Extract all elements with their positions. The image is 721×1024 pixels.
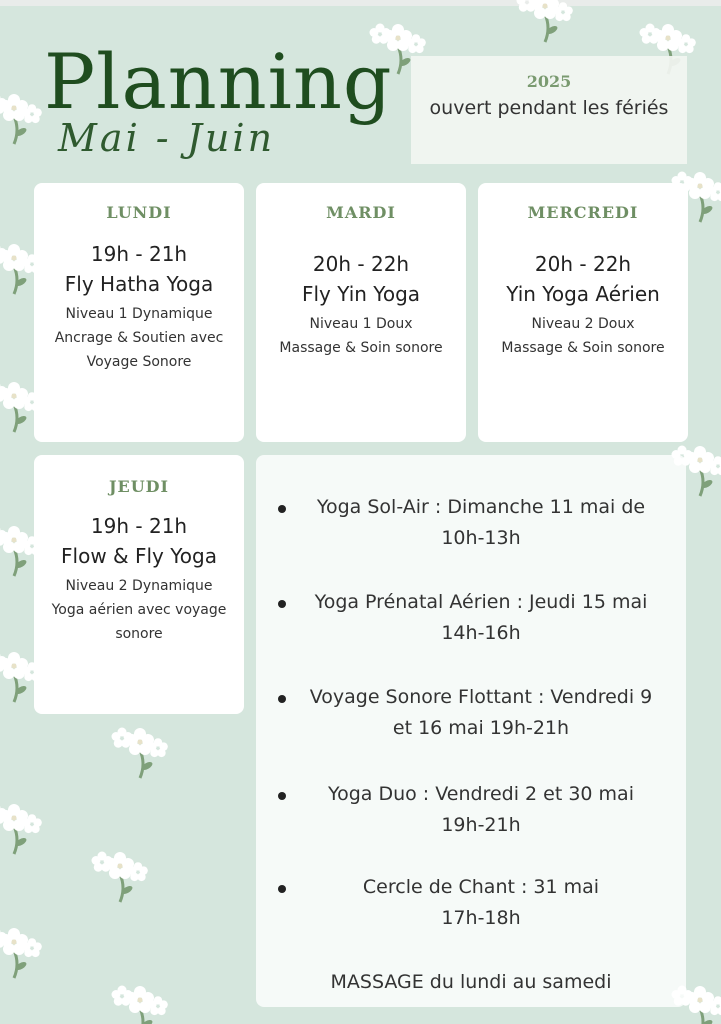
class-detail: Voyage Sonore — [86, 354, 192, 370]
period-subtitle: Mai - Juin — [58, 116, 276, 160]
class-name: Flow & Fly Yoga — [61, 544, 217, 568]
class-detail: Niveau 1 Dynamique — [65, 306, 213, 322]
year-box — [411, 56, 687, 164]
event-item — [276, 492, 686, 554]
year-label: 2025 — [526, 72, 572, 91]
class-name: Fly Hatha Yoga — [64, 272, 214, 296]
class-time: 20h - 22h — [534, 252, 632, 276]
day-card-lundi — [34, 183, 244, 442]
event-time: 17h-18h — [441, 907, 521, 929]
day-card-mercredi — [478, 183, 688, 442]
day-label: MERCREDI — [527, 203, 639, 222]
class-time: 19h - 21h — [90, 514, 188, 538]
day-label: LUNDI — [106, 203, 172, 222]
class-time: 20h - 22h — [312, 252, 410, 276]
massage-note: MASSAGE du lundi au samedi — [330, 971, 612, 993]
class-detail: Massage & Soin sonore — [501, 340, 665, 356]
class-detail: Niveau 1 Doux — [309, 316, 413, 332]
class-detail: Niveau 2 Doux — [531, 316, 635, 332]
event-item — [276, 872, 686, 934]
day-label: JEUDI — [108, 477, 170, 496]
event-title: Yoga Prénatal Aérien : Jeudi 15 mai — [314, 591, 648, 613]
special-events-panel — [256, 455, 686, 1007]
event-item — [276, 587, 686, 649]
class-detail: Yoga aérien avec voyage — [51, 602, 227, 618]
day-card-mardi — [256, 183, 466, 442]
class-detail: sonore — [115, 626, 163, 642]
day-card-jeudi — [34, 455, 244, 714]
class-name: Fly Yin Yoga — [301, 282, 421, 306]
page-title: Planning — [44, 37, 393, 126]
event-time: 19h-21h — [441, 814, 521, 836]
event-time: 10h-13h — [441, 527, 521, 549]
class-detail: Massage & Soin sonore — [279, 340, 443, 356]
event-title: Yoga Sol-Air : Dimanche 11 mai de — [316, 496, 646, 518]
event-item — [276, 779, 686, 841]
event-time: et 16 mai 19h-21h — [392, 717, 570, 739]
event-title: Yoga Duo : Vendredi 2 et 30 mai — [328, 783, 634, 805]
event-item — [276, 682, 686, 744]
class-name: Yin Yoga Aérien — [506, 282, 660, 306]
event-title: Voyage Sonore Flottant : Vendredi 9 — [309, 686, 653, 708]
class-detail: Niveau 2 Dynamique — [65, 578, 213, 594]
event-time: 14h-16h — [441, 622, 521, 644]
class-detail: Ancrage & Soutien avec — [54, 330, 224, 346]
event-title: Cercle de Chant : 31 mai — [362, 876, 600, 898]
holiday-note: ouvert pendant les fériés — [429, 97, 669, 119]
day-label: MARDI — [326, 203, 396, 222]
class-time: 19h - 21h — [90, 242, 188, 266]
